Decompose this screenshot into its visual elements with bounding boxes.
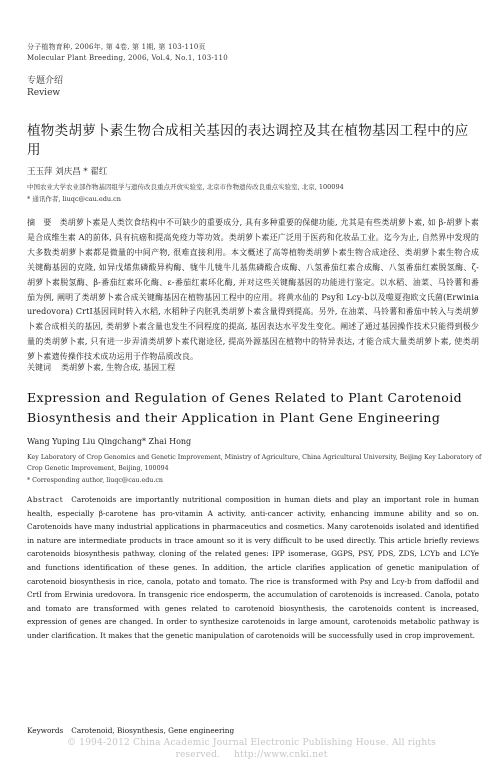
- keywords-cn: [27, 362, 479, 374]
- section-type: [27, 75, 63, 99]
- corresponding-author-cn: * 通讯作者, liuqc@cau.edu.cn: [27, 195, 121, 203]
- paper-title-en: Expression and Regulation of Genes Related to Plant Carotenoid Biosynthesis and their Application in Plant Gene Engineering: [27, 390, 463, 425]
- abstract-text-en: Carotenoids are importantly nutritional composition in human diets and play an important role in human health, especially β-carotene has pro-vitamin A activity, anti-cancer activity, enhancing immune ability and so on. Carotenoids have many industrial applications in pharmaceutics and cosmetics. Many carotenoids isolated and identified in nature are intermediate products in trace amount so it is very difficult to be used directly. This article briefly reviews carotenoids biosynthesis pathway, cloning of the related genes: IPP isomerase, GGPS, PSY, PDS, ZDS, LCYb and LCYe and functions identification of these genes. In addition, the article clarifies application of genetic manipulation of carotenoid biosynthesis in rice, canola, potato and tomato. The rice is transformed with Psy and Lcy-b from daffodil and CrtI from Erwinia uredovora. In transgenic rice endosperm, the accumulation of carotenoids is increased. Canola, potato and tomato are transformed with genes related to carotenoid biosynthesis, the carotenoids content is increased, expression of genes are changed. In order to synthesize carotenoids in large amount, carotenoids metabolic pathway is under clarification. It makes that the genetic manipulation of carotenoids will be successfully used in crop improvement.: [27, 495, 479, 640]
- affiliation-cn: 中国农业大学农业部作物基因组学与遗传改良重点开放实验室, 北京市作物遗传改良重点实验室, 北京, 100094: [27, 183, 344, 191]
- corresponding-author-en: * Corresponding author, liuqc@cau.edu.cn: [27, 477, 163, 484]
- journal-line-cn: 分子植物育种, 2006年, 第 4卷, 第 1期, 第 103-110页: [27, 43, 206, 51]
- abstract-cn: [27, 216, 479, 365]
- keywords-label-en: Keywords: [27, 726, 64, 735]
- copyright-footer: [0, 737, 503, 761]
- journal-info: [27, 42, 447, 64]
- keywords-en: [27, 725, 479, 736]
- journal-line-en: Molecular Plant Breeding, 2006, Vol.4, No.1, 103-110: [27, 54, 228, 62]
- abstract-label-cn: 摘 要: [27, 218, 52, 227]
- section-type-cn: 专题介绍: [27, 76, 64, 86]
- footer-url[interactable]: http://www.cnki.net: [234, 750, 328, 760]
- keywords-text-en: Carotenoid, Biosynthesis, Gene engineering: [71, 726, 235, 735]
- abstract-en: [27, 493, 479, 643]
- keywords-text-cn: 类胡萝卜素, 生物合成, 基因工程: [61, 363, 176, 372]
- authors-en: Wang Yuping Liu Qingchang* Zhai Hong: [27, 437, 192, 446]
- paper-title-cn: 植物类胡萝卜素生物合成相关基因的表达调控及其在植物基因工程中的应用: [27, 123, 469, 158]
- affiliation-en: Key Laboratory of Crop Genomics and Genetic Improvement, Ministry of Agriculture, China Agricultural University, Beijing Key Laboratory of Crop Genetic Improvement, Beijing, 100094: [27, 454, 482, 472]
- authors-cn: 王玉萍 刘庆昌 * 翟红: [27, 167, 108, 177]
- copyright-text: © 1994-2012 China Academic Journal Electronic Publishing House. All rights reserved.: [67, 738, 436, 760]
- section-type-en: Review: [27, 88, 61, 98]
- abstract-label-en: Abstract: [27, 495, 64, 504]
- keywords-label-cn: 关键词: [27, 363, 51, 372]
- abstract-text-cn: 类胡萝卜素是人类饮食结构中不可缺少的重要成分, 具有多种重要的保健功能, 尤其是有些类胡萝卜素, 如 β-胡萝卜素是合成维生素 A的前体, 具有抗癌和提高免疫力等功效。类胡萝卜素还广泛用于医药和化妆品工业。迄今为止, 自然界中发现的大多数类胡萝卜素都是微量的中间产物, 很难直接利用。本文概述了高等植物类胡萝卜素生物合成途径、类胡萝卜素生物合成关键酶基因的克隆, 如异戊烯焦磷酸异构酶、牻牛儿牻牛儿基焦磷酸合成酶、八氢番茄红素合成酶、八氢番茄红素脱氢酶、ζ-胡萝卜素脱氢酶、β-番茄红素环化酶、ε-番茄红素环化酶, 并对这些关键酶基因的功能进行鉴定。以水稻、油菜、马铃薯和番茄为例, 阐明了类胡萝卜素合成关键酶基因在植物基因工程中的应用。将黄水仙的 Psy和 Lcy-b以及噬夏孢欧文氏菌(Erwinia uredovora) CrtI基因同时转入水稻, 水稻种子内胚乳类胡萝卜素含量得到提高。另外, 在油菜、马铃薯和番茄中转入与类胡萝卜素合成相关的基因, 类胡萝卜素含量也发生不同程度的提高, 基因表达水平发生变化。阐述了通过基因操作技术只能得到极少量的类胡萝卜素, 只有进一步弄清类胡萝卜素代谢途径, 提高外源基因在植物中的特异表达, 才能合成大量类胡萝卜素, 使类胡萝卜素遗传操作技术成功运用于作物品质改良。: [27, 218, 479, 362]
